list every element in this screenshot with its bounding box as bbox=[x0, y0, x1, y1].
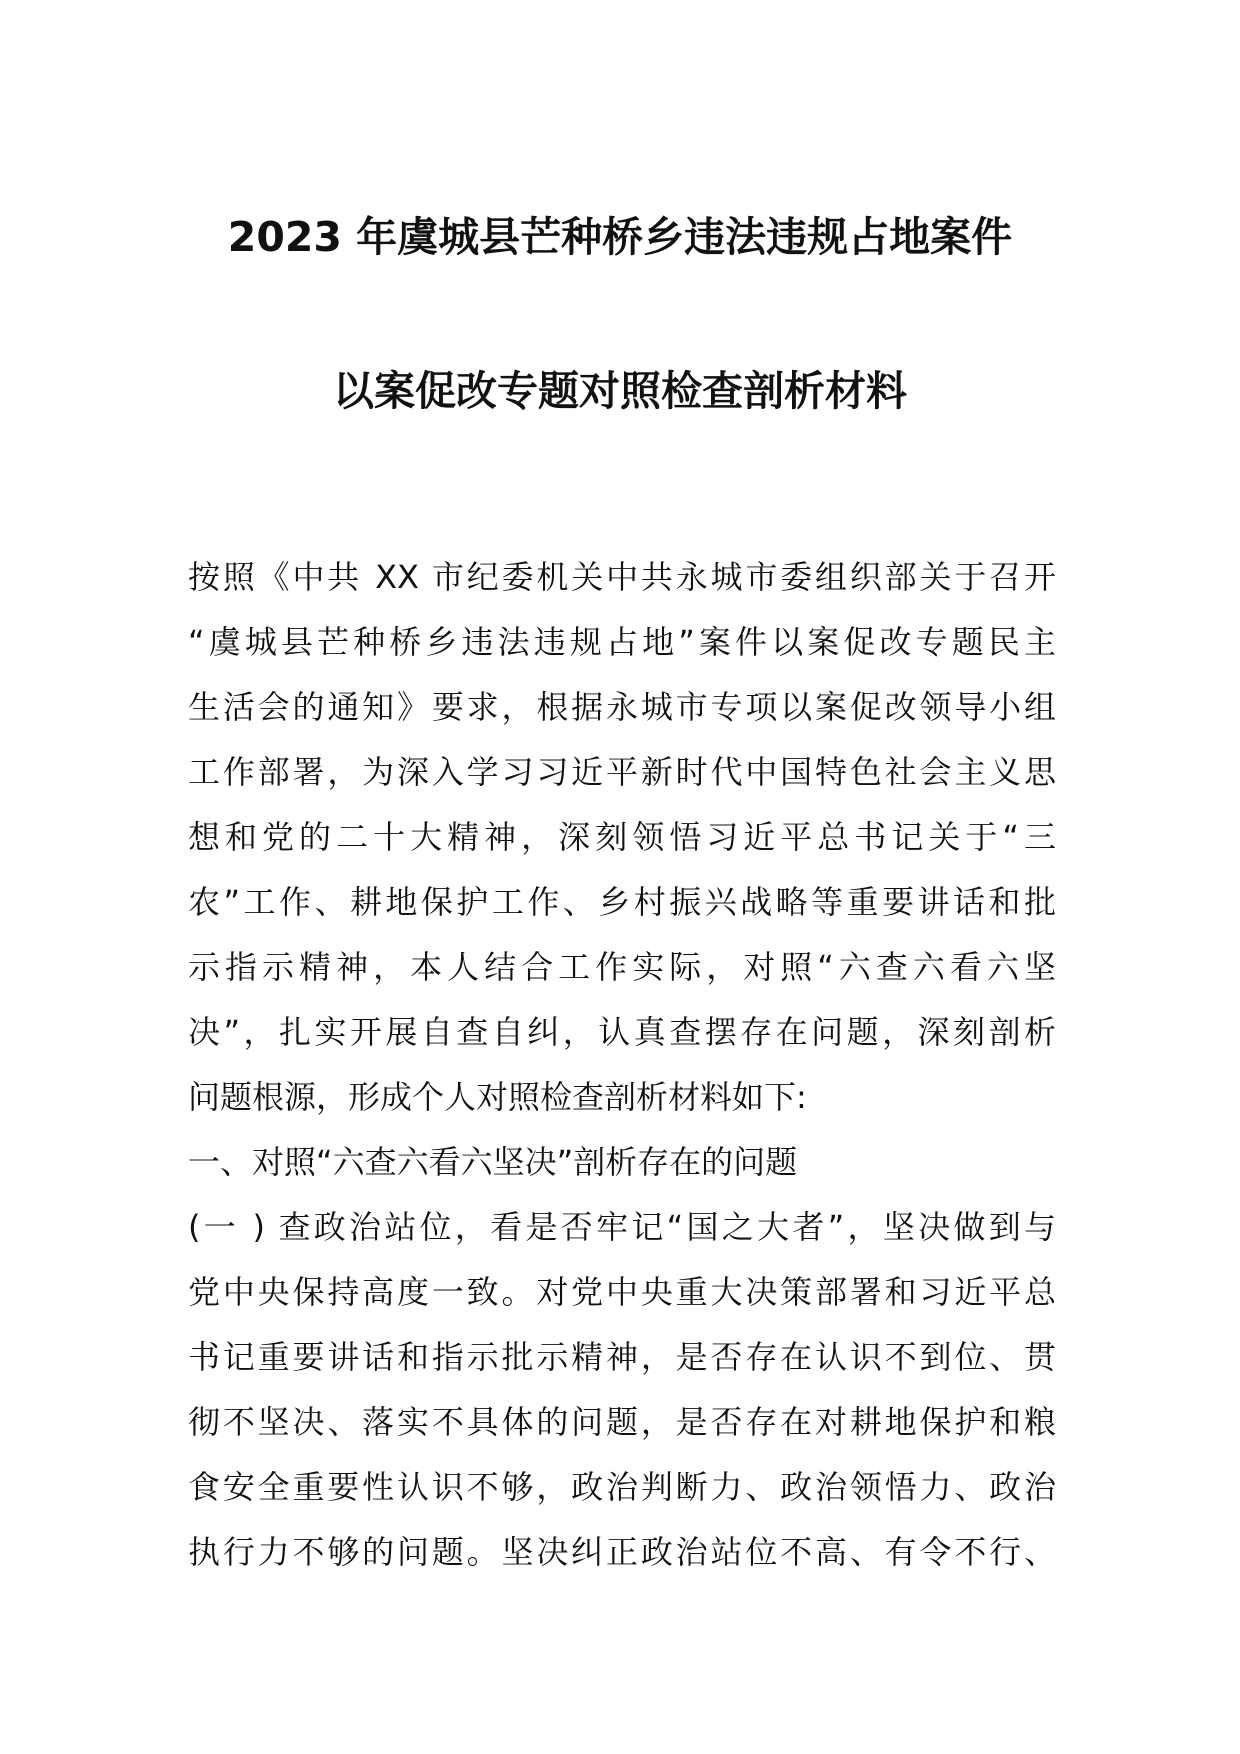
body-line: 生活会的通知》要求，根据永城市专项以案促改领导小组 bbox=[188, 688, 1056, 726]
body-line: 工作部署，为深入学习习近平新时代中国特色社会主义思 bbox=[188, 753, 1056, 791]
body-line: 想和党的二十大精神，深刻领悟习近平总书记关于“三 bbox=[188, 818, 1056, 856]
body-line: 党中央保持高度一致。对党中央重大决策部署和习近平总 bbox=[188, 1273, 1056, 1311]
body-line: 问题根源，形成个人对照检查剖析材料如下: bbox=[188, 1078, 807, 1116]
body-line: 食安全重要性认识不够，政治判断力、政治领悟力、政治 bbox=[188, 1468, 1056, 1506]
document-title-line-2: 以案促改专题对照检查剖析材料 bbox=[333, 367, 907, 415]
body-line: 书记重要讲话和指示批示精神，是否存在认识不到位、贯 bbox=[188, 1338, 1056, 1376]
document-title-line-1: 2023 年虞城县芒种桥乡违法违规占地案件 bbox=[227, 213, 1013, 261]
body-line: 彻不坚决、落实不具体的问题，是否存在对耕地保护和粮 bbox=[188, 1403, 1056, 1441]
document-body bbox=[188, 545, 1056, 1585]
body-line: 农”工作、耕地保护工作、乡村振兴战略等重要讲话和批 bbox=[188, 883, 1056, 921]
body-line: (一 ) 查政治站位，看是否牢记“国之大者”，坚决做到与 bbox=[188, 1208, 1056, 1246]
body-line: “虞城县芒种桥乡违法违规占地”案件以案促改专题民主 bbox=[188, 623, 1056, 661]
body-line: 按照《中共 XX 市纪委机关中共永城市委组织部关于召开 bbox=[188, 558, 1056, 596]
body-line: 示指示精神，本人结合工作实际，对照“六查六看六坚 bbox=[188, 948, 1056, 986]
body-line: 决”，扎实开展自查自纠，认真查摆存在问题，深刻剖析 bbox=[188, 1013, 1056, 1051]
section-heading: 一、对照“六查六看六坚决”剖析存在的问题 bbox=[188, 1143, 798, 1181]
body-line: 执行力不够的问题。坚决纠正政治站位不高、有令不行、 bbox=[188, 1533, 1056, 1571]
